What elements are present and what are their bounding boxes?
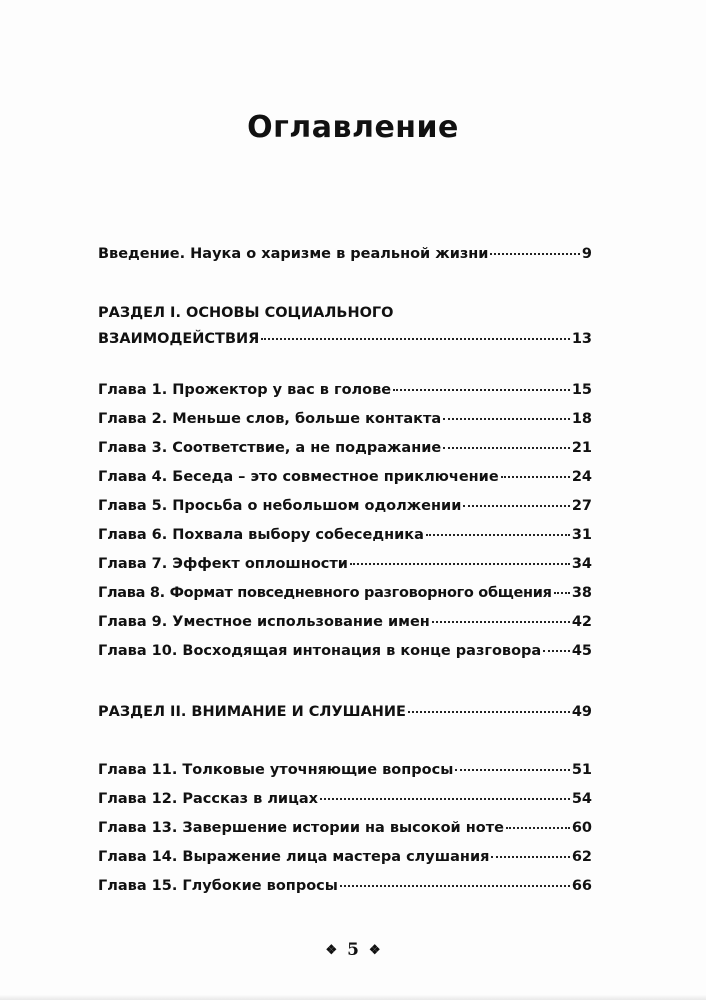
dot-leader — [340, 885, 570, 887]
page-number: 5 — [347, 940, 359, 960]
toc-entry-page: 66 — [571, 878, 592, 894]
ornament-icon: ❖ — [368, 943, 381, 958]
toc-entry-label: Глава 12. Рассказ в лицах — [98, 791, 318, 807]
dot-leader — [455, 769, 570, 771]
dot-leader — [320, 798, 570, 800]
toc-entry-page: 45 — [571, 643, 592, 659]
toc-entry-chapter-12 — [98, 785, 592, 814]
toc-entry-label: Глава 14. Выражение лица мастера слушания — [98, 849, 490, 865]
toc-entry-page: 49 — [571, 704, 592, 720]
toc-entry-label: Глава 15. Глубокие вопросы — [98, 878, 338, 894]
section-title: РАЗДЕЛ II. ВНИМАНИЕ И СЛУШАНИЕ — [98, 704, 406, 720]
toc-entry-chapter-8 — [98, 579, 592, 608]
dot-leader — [543, 650, 570, 652]
toc-entry-chapter-1 — [98, 376, 592, 405]
toc-entry-label: Глава 3. Соответствие, а не подражание — [98, 440, 442, 456]
dot-leader — [443, 418, 570, 420]
dot-leader — [501, 476, 570, 478]
toc-entry-chapter-10 — [98, 637, 592, 666]
toc-entry-page: 15 — [571, 382, 592, 398]
toc-entry — [98, 326, 592, 352]
toc-entry-label: Глава 6. Похвала выбору собеседника — [98, 527, 424, 543]
toc-entry-page: 24 — [571, 469, 592, 485]
toc-entry-page: 51 — [571, 762, 592, 778]
toc-entry — [98, 240, 592, 269]
dot-leader — [506, 827, 570, 829]
dot-leader — [463, 505, 569, 507]
toc-entry-label: Глава 4. Беседа – это совместное приключение — [98, 469, 499, 485]
dot-leader — [408, 711, 570, 713]
toc-entry-page: 18 — [571, 411, 592, 427]
toc-entry-page: 31 — [571, 527, 592, 543]
toc-entry-chapter-13 — [98, 814, 592, 843]
toc-entry-label: Глава 10. Восходящая интонация в конце разговора — [98, 643, 542, 659]
section-title-line-2: ВЗАИМОДЕЙСТВИЯ — [98, 331, 260, 347]
toc-entry — [98, 698, 592, 727]
page-edge — [0, 994, 706, 1000]
dot-leader — [491, 856, 569, 858]
toc-entry-chapter-15 — [98, 872, 592, 901]
toc-entry-label: Глава 5. Просьба о небольшом одолжении — [98, 498, 462, 514]
toc-entry-page: 27 — [571, 498, 592, 514]
toc-entry-chapter-11 — [98, 756, 592, 785]
toc-entry-label: Введение. Наука о харизме в реальной жизни — [98, 246, 489, 262]
dot-leader — [443, 447, 570, 449]
toc-entry-page: 42 — [571, 614, 592, 630]
dot-leader — [432, 621, 570, 623]
toc-section-1 — [98, 300, 592, 352]
toc-entry-chapter-6 — [98, 521, 592, 550]
toc-section-1-chapters — [98, 376, 592, 666]
toc-entry-chapter-4 — [98, 463, 592, 492]
toc-entry-label: Глава 13. Завершение истории на высокой ноте — [98, 820, 504, 836]
toc-entry-chapter-9 — [98, 608, 592, 637]
dot-leader — [393, 389, 570, 391]
toc-entry-chapter-7 — [98, 550, 592, 579]
toc-entry-page: 54 — [571, 791, 592, 807]
ornament-icon: ❖ — [325, 943, 338, 958]
dot-leader — [350, 563, 570, 565]
toc-entry-chapter-2 — [98, 405, 592, 434]
page-title: Оглавление — [247, 110, 459, 145]
toc-entry-label: Глава 8. Формат повседневного разговорного общения — [98, 585, 552, 601]
toc-section-2-chapters — [98, 756, 592, 901]
toc-entry-chapter-5 — [98, 492, 592, 521]
toc-entry-page: 60 — [571, 820, 592, 836]
toc-entry-label: Глава 9. Уместное использование имен — [98, 614, 430, 630]
toc-entry-page: 13 — [571, 331, 592, 347]
dot-leader — [426, 534, 570, 536]
toc-entry-page: 38 — [571, 585, 592, 601]
toc-intro — [98, 240, 592, 269]
dot-leader — [554, 592, 570, 594]
toc-entry-label: Глава 1. Прожектор у вас в голове — [98, 382, 392, 398]
page-number-footer — [0, 940, 706, 960]
toc-entry-chapter-3 — [98, 434, 592, 463]
toc-entry-label: Глава 11. Толковые уточняющие вопросы — [98, 762, 454, 778]
toc-entry-page: 21 — [571, 440, 592, 456]
toc-entry-page: 62 — [571, 849, 592, 865]
toc-entry-chapter-14 — [98, 843, 592, 872]
toc-entry-label: Глава 7. Эффект оплошности — [98, 556, 348, 572]
toc-entry-page: 34 — [571, 556, 592, 572]
dot-leader — [490, 253, 579, 255]
toc-entry-page: 9 — [581, 246, 592, 262]
toc-entry-label: Глава 2. Меньше слов, больше контакта — [98, 411, 442, 427]
dot-leader — [261, 338, 570, 340]
section-title-line-1: РАЗДЕЛ I. ОСНОВЫ СОЦИАЛЬНОГО — [98, 305, 394, 321]
toc-section-2 — [98, 698, 592, 727]
